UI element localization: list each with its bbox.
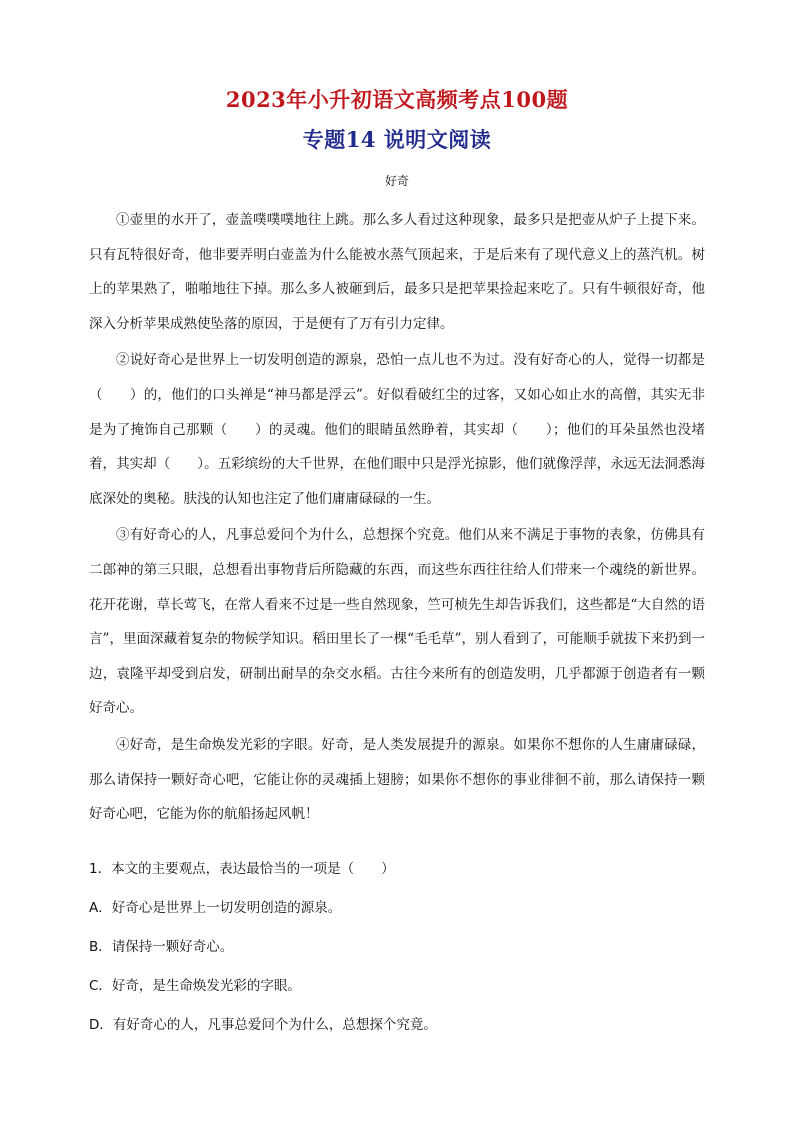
article-paragraph-3: ③有好奇心的人，凡事总爱问个为什么，总想探个究竟。他们从来不满足于事物的表象，仿佛具有二郎神的第三只眼，总想看出事物背后所隐藏的东西，而这些东西往往给人们带来一个魂绕的新世界。花开花谢，草长莺飞，在常人看来不过是一些自然现象，竺可桢先生却告诉我们，这些都是“大自然的语言”，里面深藏着复杂的物候学知识。稻田里长了一棵“毛毛草”，别人看到了，可能顺手就拔下来扔到一边，袁隆平却受到启发，研制出耐旱的杂交水稻。古往今来所有的创造发明，几乎都源于创造者有一颗好奇心。 [89, 527, 705, 717]
article-title: 好奇 [384, 174, 409, 188]
document-title: 2023年小升初语文高频考点100题 [225, 87, 569, 112]
document-subtitle: 专题14 说明文阅读 [302, 127, 492, 152]
article-body [89, 203, 705, 834]
option-b: B．请保持一颗好奇心。 [89, 939, 234, 955]
article-paragraph-1: ①壶里的水开了，壶盖噗噗噗地往上跳。那么多人看过这种现象，最多只是把壶从炉子上提下来。只有瓦特很好奇，他非要弄明白壶盖为什么能被水蒸气顶起来，于是后来有了现代意义上的蒸汽机。树上的苹果熟了，啪啪地往下掉。那么多人被砸到后，最多只是把苹果捡起来吃了。只有牛顿很好奇，他深入分析苹果成熟使坠落的原因，于是便有了万有引力定律。 [89, 212, 705, 332]
article-paragraph-2: ②说好奇心是世界上一切发明创造的源泉，恐怕一点儿也不为过。没有好奇心的人，觉得一切都是（ ）的，他们的口头禅是“神马都是浮云”。好似看破红尘的过客，又如心如止水的高僧，其实无非是为了掩饰自己那颗（ ）的灵魂。他们的眼睛虽然睁着，其实却（ ）；他们的耳朵虽然也没堵着，其实却（ ）。五彩缤纷的大千世界，在他们眼中只是浮光掠影，他们就像浮萍，永远无法洞悉海底深处的奥秘。肤浅的认知也注定了他们庸庸碌碌的一生。 [89, 352, 705, 507]
option-a: A．好奇心是世界上一切发明创造的源泉。 [89, 900, 342, 916]
article-paragraph-4: ④好奇，是生命焕发光彩的字眼。好奇，是人类发展提升的源泉。如果你不想你的人生庸庸碌碌，那么请保持一颗好奇心吧，它能让你的灵魂插上翅膀；如果你不想你的事业徘徊不前，那么请保持一颗好奇心吧，它能为你的航船扬起风帆！ [89, 736, 705, 823]
question-stem: 1．本文的主要观点，表达最恰当的一项是（ ） [89, 861, 395, 877]
question-block [89, 850, 705, 1045]
option-c: C．好奇，是生命焕发光彩的字眼。 [89, 978, 301, 994]
option-d: D．有好奇心的人，凡事总爱问个为什么，总想探个究竟。 [89, 1017, 437, 1033]
